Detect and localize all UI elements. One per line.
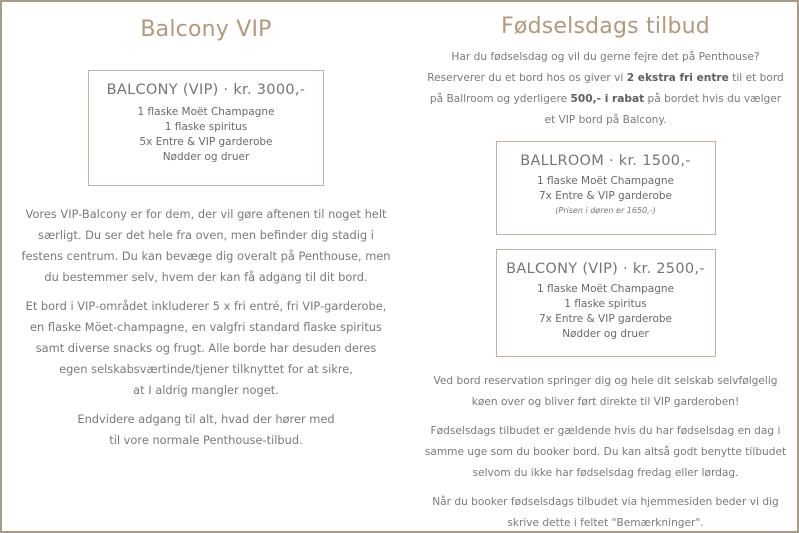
ballroom-door-price-note: (Prisen i døren er 1650,-) — [555, 206, 656, 215]
ballroom-package-box — [496, 141, 716, 235]
vip-package-title: BALCONY (VIP) · kr. 3000,- — [106, 82, 306, 98]
balcony-birthday-item: 1 flaske Moët Champagne — [537, 283, 674, 295]
birthday-paragraph-3: Når du booker fødselsdags tilbudet via hjemmesiden beder vi dig skrive dette i feltet "Bemærkninger". — [432, 496, 779, 529]
birthday-terms — [412, 371, 799, 533]
vip-package-box — [88, 70, 324, 186]
birthday-paragraph-1: Ved bord reservation springer dig og hele dit selskab selvfølgelig køen over og bliver ført direkte til VIP garderoben! — [433, 375, 778, 408]
vip-item: 1 flaske spiritus — [164, 121, 248, 133]
birthday-paragraph-2: Fødselsdags tilbudet er gældende hvis du har fødselsdag en dag i samme uge som du booker bord. Du kan altså godt benytte tilbudet selvom du ikke har fødselsdag fredag eller lørdag. — [424, 425, 787, 479]
balcony-birthday-item: Nødder og druer — [562, 328, 649, 340]
balcony-birthday-package-box — [496, 249, 716, 357]
birthday-offer-heading: Fødselsdags tilbud — [501, 14, 710, 39]
vip-item: 1 flaske Moët Champagne — [137, 106, 275, 118]
balcony-birthday-item: 7x Entre & VIP garderobe — [539, 313, 672, 325]
ballroom-item: 1 flaske Moët Champagne — [537, 175, 674, 187]
vip-paragraph-1: Vores VIP-Balcony er for dem, der vil gøre aftenen til noget helt særligt. Du ser det hele fra oven, men befinder dig stadig i festens centrum. Du kan bevæge dig overalt på Penthouse, men du bestemmer selv, hvem der kan få adgang til dit bord. — [21, 207, 391, 284]
vip-description — [0, 204, 412, 451]
ballroom-package-title: BALLROOM · kr. 1500,- — [520, 153, 691, 169]
balcony-vip-column — [0, 0, 412, 451]
balcony-birthday-item: 1 flaske spiritus — [564, 298, 647, 310]
vip-paragraph-3: Endvidere adgang til alt, hvad der hører med til vore normale Penthouse-tilbud. — [77, 412, 335, 447]
vip-item: Nødder og druer — [162, 151, 250, 163]
birthday-intro: Har du fødselsdag og vil du gerne fejre det på Penthouse? Reserverer du et bord hos os giver vi 2 ekstra fri entre til et bord på Ballroom og yderligere 500,- i rabat på bordet hvis du vælger et VIP bord på Balcony. — [427, 51, 784, 126]
vip-item: 5x Entre & VIP garderobe — [139, 136, 273, 148]
balcony-birthday-package-title: BALCONY (VIP) · kr. 2500,- — [506, 261, 705, 277]
vip-paragraph-2: Et bord i VIP-området inkluderer 5 x fri entré, fri VIP-garderobe, en flaske Möet-champagne, en valgfri standard flaske spiritus samt diverse snacks og frugt. Alle borde har desuden deres egen selskabsværtinde/tjener tilknyttet for at sikre, at I aldrig mangler noget. — [25, 299, 387, 397]
ballroom-item: 7x Entre & VIP garderobe — [539, 190, 672, 202]
birthday-offer-column — [412, 0, 799, 533]
balcony-vip-heading: Balcony VIP — [140, 17, 272, 42]
